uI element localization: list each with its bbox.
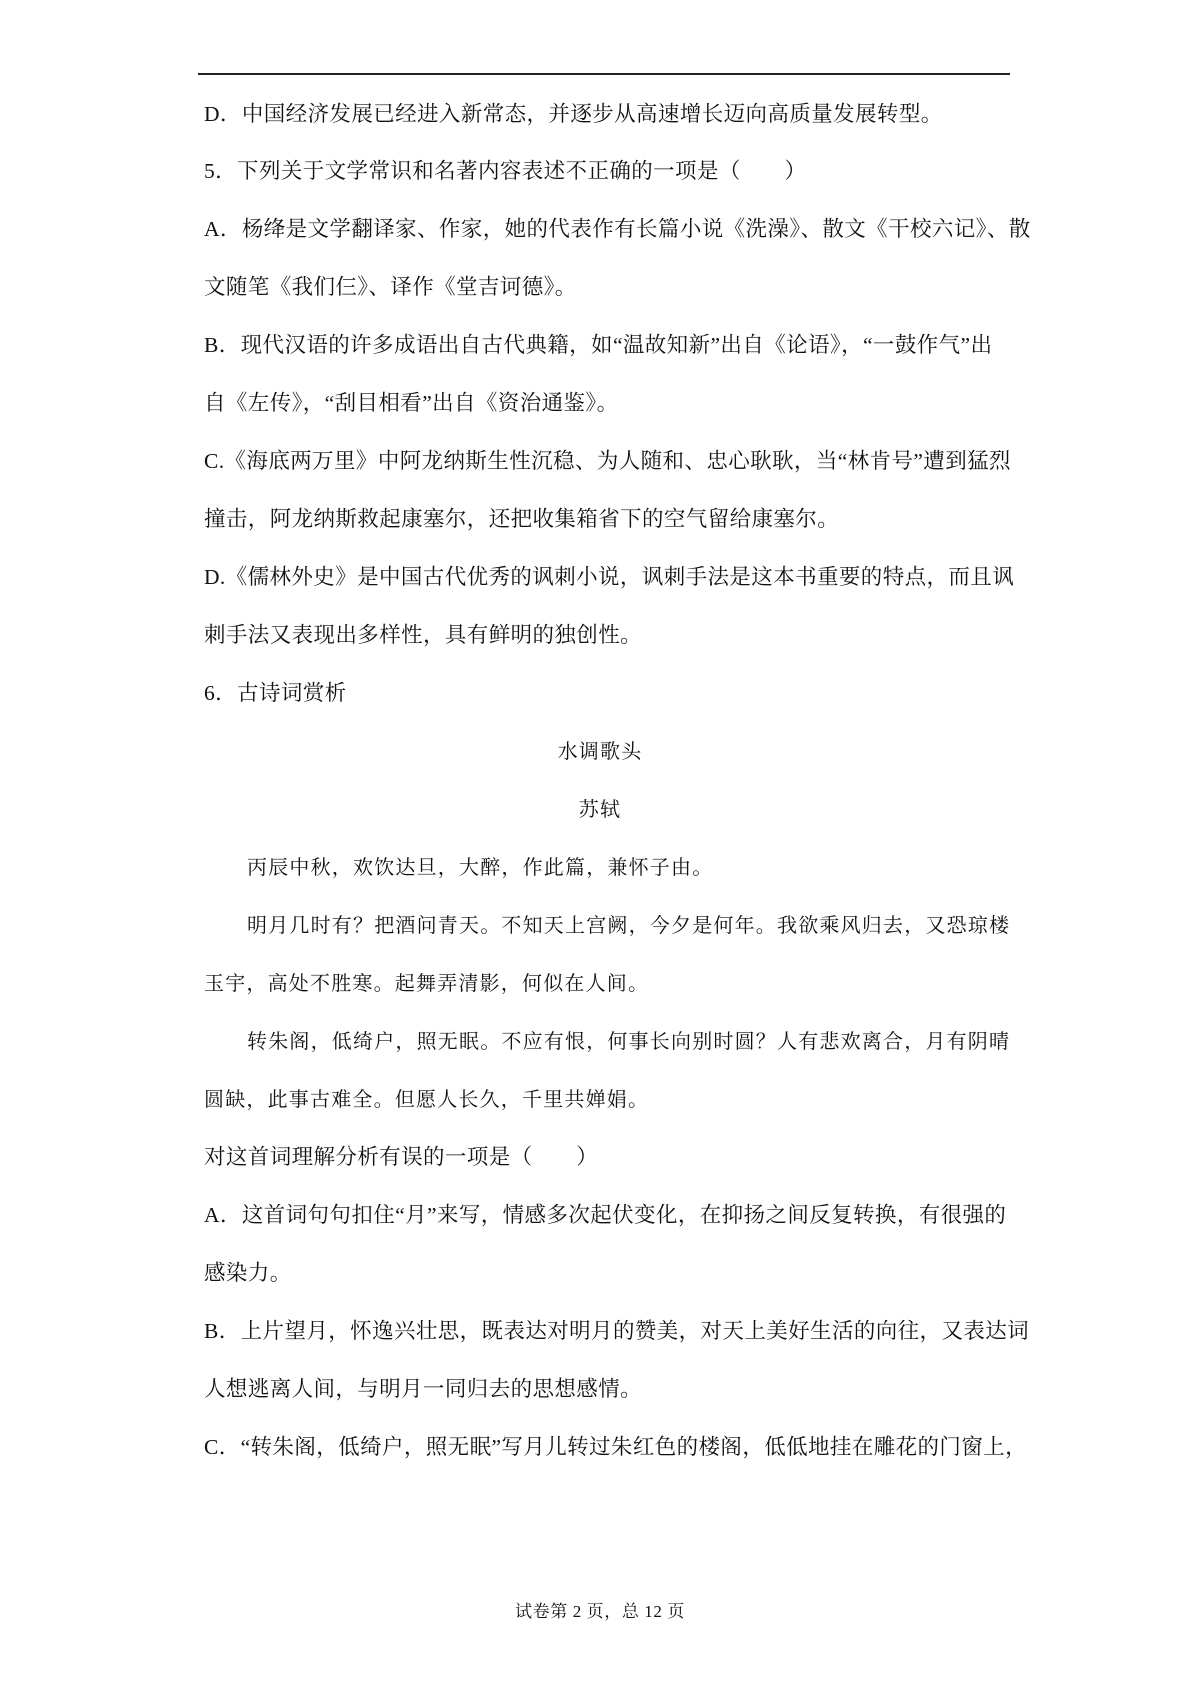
q6-option-b-line2: 人想逃离人间，与明月一同归去的思想感情。 [204,1377,643,1401]
poem-preface: 丙辰中秋，欢饮达旦，大醉，作此篇，兼怀子由。 [247,855,714,879]
poem-stanza1-line1: 明月几时有？把酒问青天。不知天上宫阙，今夕是何年。我欲乘风归去，又恐琼楼 [247,913,1011,937]
q6-stem: 对这首词理解分析有误的一项是（ ） [204,1145,599,1169]
q5-option-d-line1: D.《儒林外史》是中国古代优秀的讽刺小说，讽刺手法是这本书重要的特点，而且讽 [204,565,1015,589]
q5-stem: 5．下列关于文学常识和名著内容表述不正确的一项是（ ） [204,159,807,183]
q4-option-d: D．中国经济发展已经进入新常态，并逐步从高速增长迈向高质量发展转型。 [204,102,943,126]
q6-option-a-line1: A．这首词句句扣住“月”来写，情感多次起伏变化，在抑扬之间反复转换，有很强的 [204,1203,1007,1227]
q6-option-c-line1: C．“转朱阁，低绮户，照无眠”写月儿转过朱红色的楼阁，低低地挂在雕花的门窗上， [204,1435,1028,1459]
q6-option-b-line1: B．上片望月，怀逸兴壮思，既表达对明月的赞美，对天上美好生活的向往，又表达词 [204,1319,1030,1343]
q5-option-a-line2: 文随笔《我们仨》、译作《堂吉诃德》。 [204,275,577,299]
q5-option-c-line1: C.《海底两万里》中阿龙纳斯生性沉稳、为人随和、忠心耿耿，当“林肯号”遭到猛烈 [204,449,1011,473]
q5-option-d-line2: 刺手法又表现出多样性，具有鲜明的独创性。 [204,623,643,647]
poem-stanza2-line1: 转朱阁，低绮户，照无眠。不应有恨，何事长向别时圆？人有悲欢离合，月有阴晴 [247,1029,1011,1053]
poem-author: 苏轼 [578,797,622,821]
poem-stanza2-line2: 圆缺，此事古难全。但愿人长久，千里共婵娟。 [204,1087,650,1111]
q6-heading: 6．古诗词赏析 [204,681,347,705]
q6-option-a-line2: 感染力。 [204,1261,292,1285]
q5-option-a-line1: A．杨绛是文学翻译家、作家，她的代表作有长篇小说《洗澡》、散文《干校六记》、散 [204,217,1031,241]
poem-stanza1-line2: 玉宇，高处不胜寒。起舞弄清影，何似在人间。 [204,971,650,995]
page-footer: 试卷第 2 页，总 12 页 [515,1602,685,1621]
q5-option-b-line1: B．现代汉语的许多成语出自古代典籍，如“温故知新”出自《论语》，“一鼓作气”出 [204,333,993,357]
q5-option-b-line2: 自《左传》，“刮目相看”出自《资治通鉴》。 [204,391,619,415]
poem-title: 水调歌头 [557,739,643,763]
q5-option-c-line2: 撞击，阿龙纳斯救起康塞尔，还把收集箱省下的空气留给康塞尔。 [204,507,840,531]
header-rule [198,73,1010,75]
